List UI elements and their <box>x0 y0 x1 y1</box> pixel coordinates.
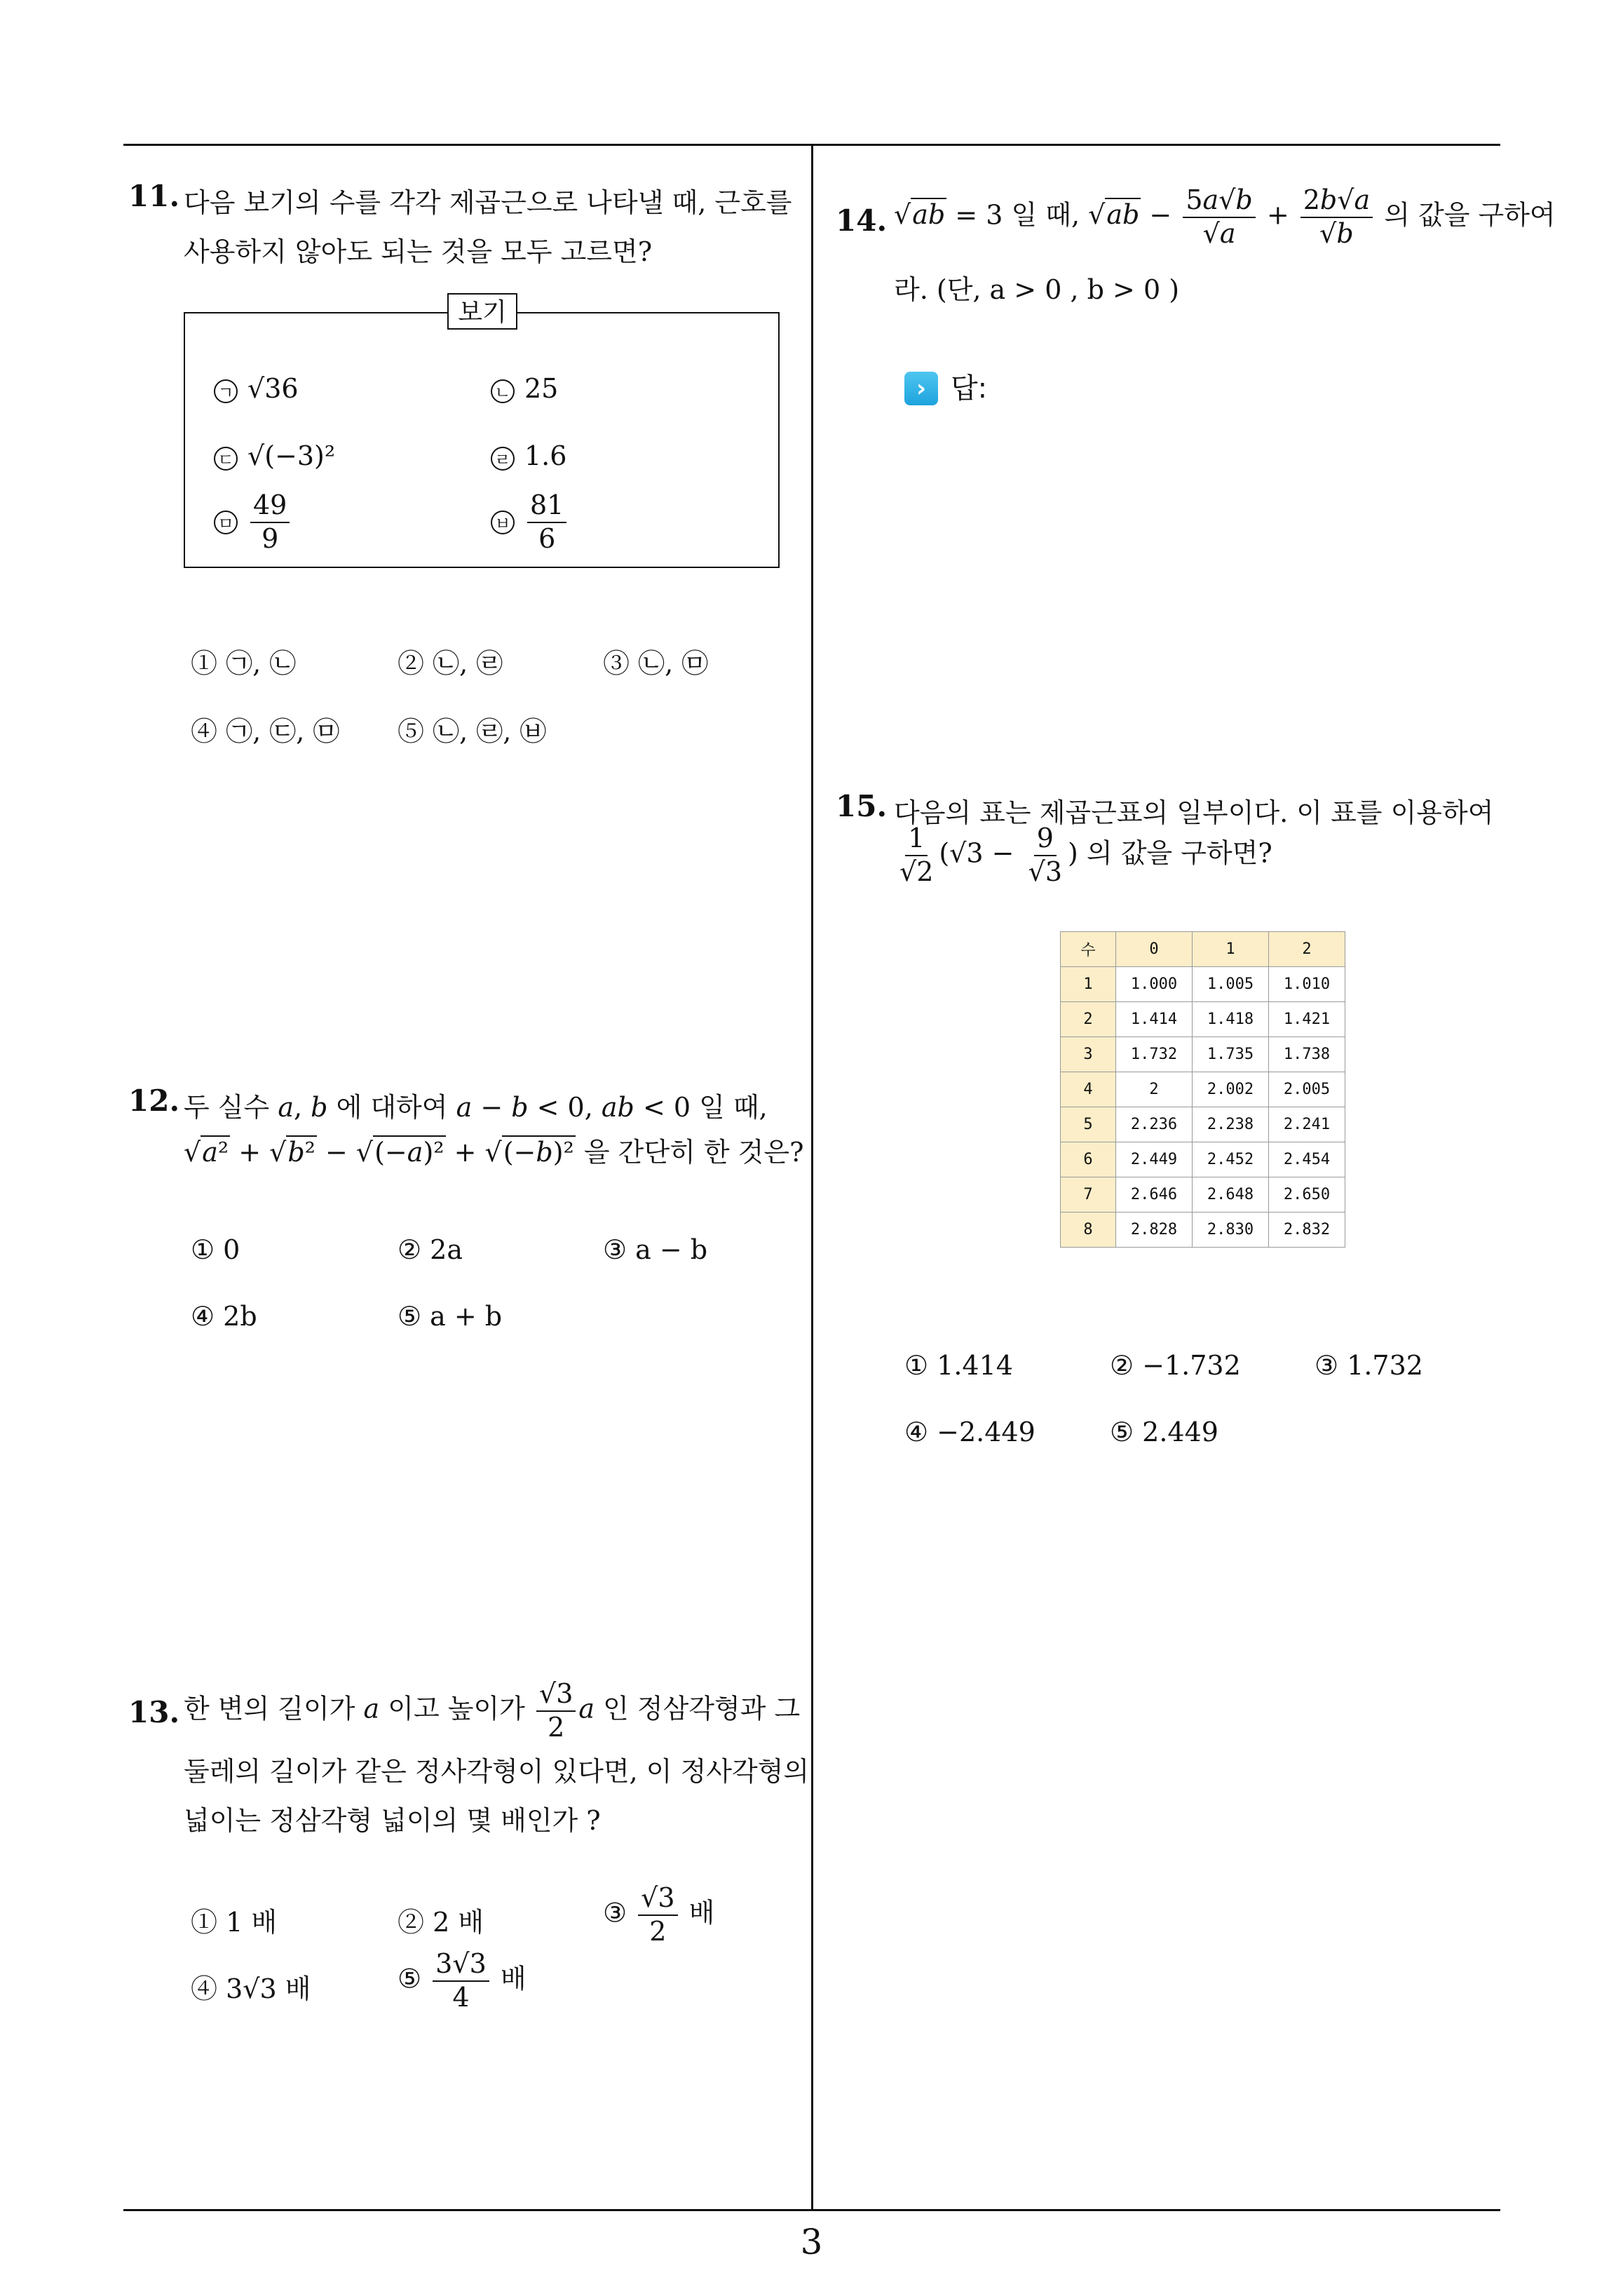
q11-choice-2[interactable]: ② ㉡, ㉣ <box>398 648 503 679</box>
q11-item-4-value: 1.6 <box>524 440 567 471</box>
table-row: 2 1.414 1.418 1.421 <box>1061 1002 1345 1037</box>
table-row: 6 2.449 2.452 2.454 <box>1061 1142 1345 1177</box>
bottom-rule <box>123 2209 1500 2211</box>
table-header-row: 수 0 1 2 <box>1061 932 1345 967</box>
q11-choice-1[interactable]: ① ㉠, ㉡ <box>191 648 297 679</box>
square-root-table <box>1060 931 1345 1248</box>
q15-choice-3[interactable]: ③ 1.732 <box>1315 1350 1423 1381</box>
q11-item-3-value: √(−3)² <box>247 440 336 471</box>
table-row: 1 1.000 1.005 1.010 <box>1061 967 1345 1002</box>
q12-choice-4[interactable]: ④ 2b <box>191 1301 257 1332</box>
q11-text-line2: 사용하지 않아도 되는 것을 모두 고르면? <box>184 236 653 267</box>
q12-choice-2[interactable]: ② 2a <box>398 1234 463 1265</box>
q12-number: 12. <box>128 1083 180 1118</box>
q11-choice-5[interactable]: ⑤ ㉡, ㉣, ㉥ <box>398 716 547 747</box>
q11-item-6-fraction: $\frac{81}{6}$ <box>527 491 566 554</box>
circled-letter-icon: ㅂ <box>491 511 515 534</box>
q13-choice-3[interactable]: ③ $\frac{√3}{2}$ 배 <box>603 1882 715 1947</box>
table-row: 5 2.236 2.238 2.241 <box>1061 1107 1345 1142</box>
q13-choice-1[interactable]: ① 1 배 <box>191 1907 278 1938</box>
q15-choice-5[interactable]: ⑤ 2.449 <box>1110 1417 1218 1447</box>
q13-choice-4[interactable]: ④ 3√3 배 <box>191 1973 311 2004</box>
q13-number: 13. <box>128 1695 180 1729</box>
q15-number: 15. <box>836 789 888 823</box>
q15-text-line2: $\frac{1}{√2}$ (√3 − $\frac{9}{√3}$ ) 의 값을 구하면? <box>899 823 1272 887</box>
q11-item-5-fraction: $\frac{49}{9}$ <box>250 491 290 554</box>
q12-choice-5[interactable]: ⑤ a + b <box>398 1301 503 1332</box>
q15-choice-1[interactable]: ① 1.414 <box>904 1350 1013 1381</box>
q13-text-line3: 넓이는 정삼각형 넓이의 몇 배인가 ? <box>184 1805 601 1836</box>
q13-choice-2[interactable]: ② 2 배 <box>398 1907 484 1938</box>
table-row: 8 2.828 2.830 2.832 <box>1061 1213 1345 1248</box>
q15-choice-2[interactable]: ② −1.732 <box>1110 1350 1241 1381</box>
chevron-right-icon: › <box>904 372 938 405</box>
q14-number: 14. <box>836 203 888 238</box>
table-row: 7 2.646 2.648 2.650 <box>1061 1177 1345 1213</box>
circled-letter-icon: ㄴ <box>491 379 515 403</box>
q13-choice-5[interactable]: ⑤ $\frac{3√3}{4}$ 배 <box>398 1948 527 2013</box>
q11-choice-3[interactable]: ③ ㉡, ㉤ <box>603 648 709 679</box>
column-divider <box>811 145 813 2210</box>
q11-item-5 <box>214 491 292 554</box>
q11-item-1 <box>214 373 299 404</box>
circled-letter-icon: ㄹ <box>491 447 515 471</box>
q11-item-6 <box>491 491 569 554</box>
q11-example-title: 보기 <box>447 293 517 330</box>
q13-text-line1: 한 변의 길이가 a 이고 높이가 $\frac{√3}{2}$ a 인 정삼각형과 그 <box>184 1678 801 1743</box>
q11-text-line1: 다음 보기의 수를 각각 제곱근으로 나타낼 때, 근호를 <box>184 187 792 218</box>
circled-letter-icon: ㄱ <box>214 379 238 403</box>
q11-number: 11. <box>128 179 180 213</box>
q12-choice-3[interactable]: ③ a − b <box>603 1234 708 1265</box>
circled-letter-icon: ㄷ <box>214 447 238 471</box>
q11-item-1-value: √36 <box>247 373 299 404</box>
q12-choice-1[interactable]: ① 0 <box>191 1234 240 1265</box>
page-number: 3 <box>800 2222 823 2262</box>
q15-choice-4[interactable]: ④ −2.449 <box>904 1417 1035 1447</box>
q11-item-2-value: 25 <box>524 373 559 404</box>
q14-answer-label[interactable]: 답: <box>951 372 988 405</box>
q11-item-3 <box>214 440 335 471</box>
q11-item-4 <box>491 440 566 471</box>
table-row: 4 2 2.002 2.005 <box>1061 1072 1345 1107</box>
q12-text-line2: √a² + √b² − √(−a)² + √(−b)² 을 간단히 한 것은? <box>184 1137 804 1168</box>
table-row: 3 1.732 1.735 1.738 <box>1061 1037 1345 1072</box>
q14-text-line2: 라. (단, a > 0 , b > 0 ) <box>894 274 1180 305</box>
q12-text-line1: 두 실수 a, b 에 대하여 a − b < 0, ab < 0 일 때, <box>184 1092 768 1123</box>
q13-text-line2: 둘레의 길이가 같은 정사각형이 있다면, 이 정사각형의 <box>184 1756 810 1787</box>
q14-text-line1: √ab = 3 일 때, √ab − $\frac{5a√b}{√a}$ + $\frac{2b√a}{√b}$ 의 값을 구하여 <box>894 184 1556 249</box>
q15-text-line1: 다음의 표는 제곱근표의 일부이다. 이 표를 이용하여 <box>894 797 1494 828</box>
circled-letter-icon: ㅁ <box>214 511 238 534</box>
q11-choice-4[interactable]: ④ ㉠, ㉢, ㉤ <box>191 716 340 747</box>
q11-item-2 <box>491 373 558 404</box>
